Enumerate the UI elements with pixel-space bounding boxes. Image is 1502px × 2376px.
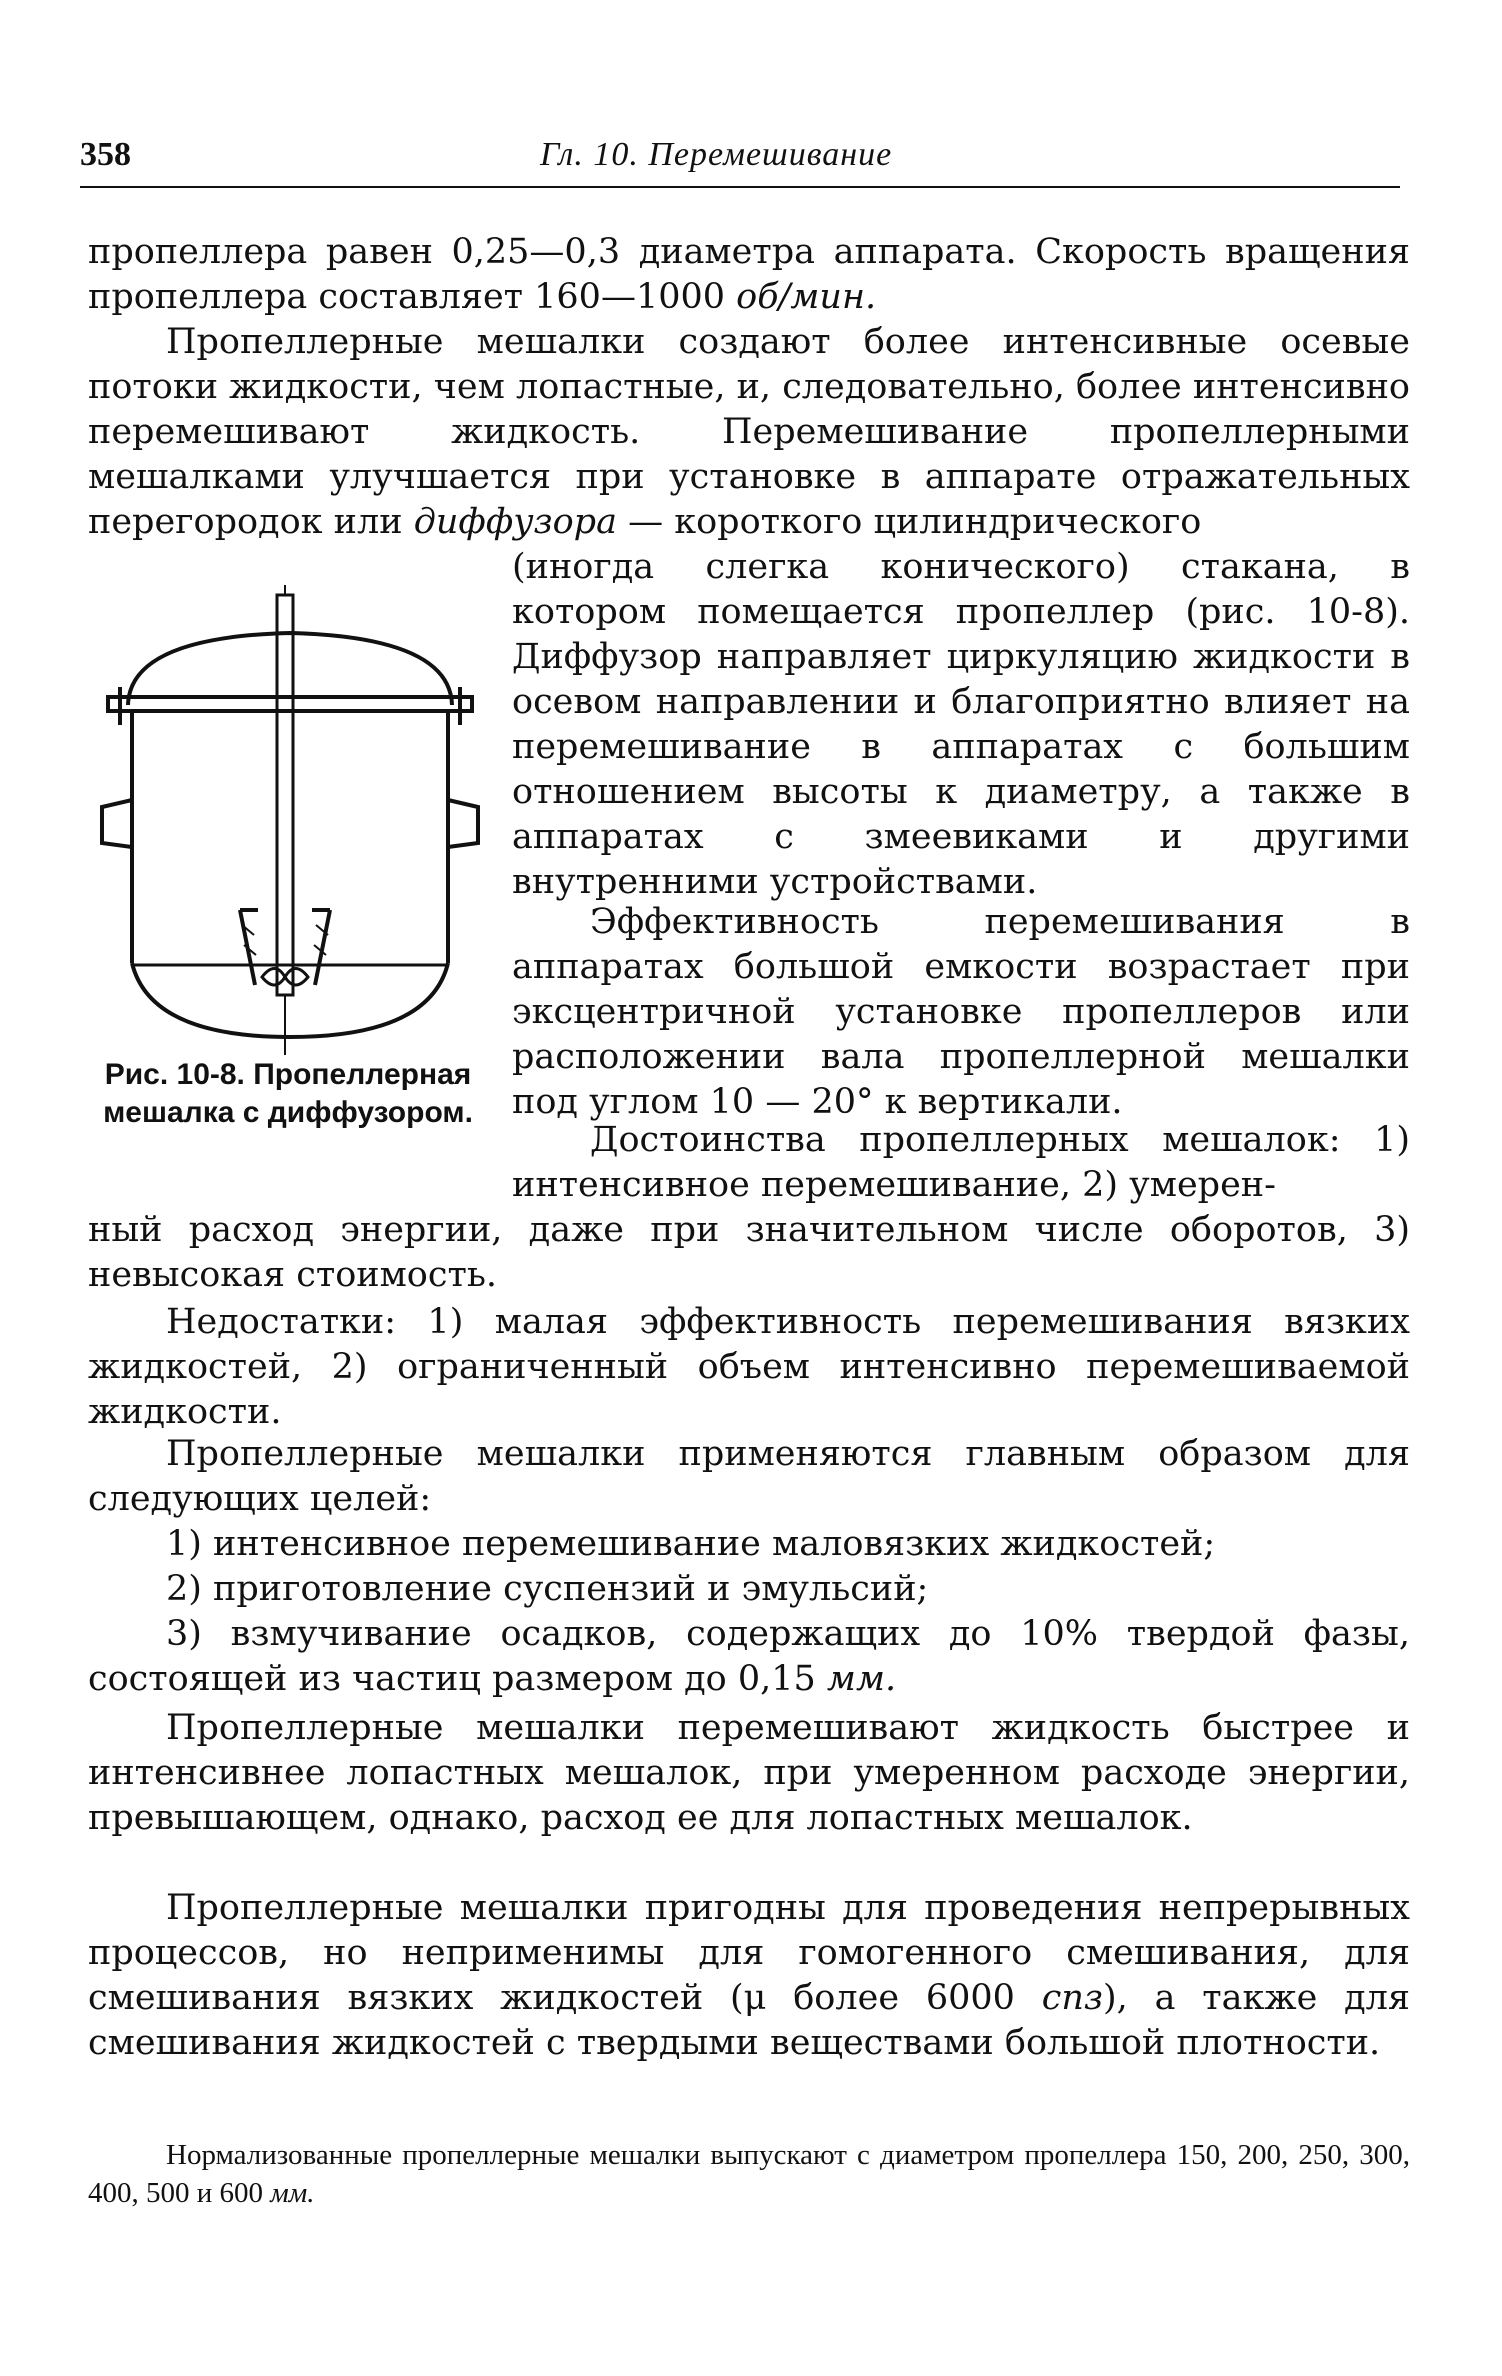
list-item-2: 2) приготовление суспензий и эмульсий; [166, 1569, 929, 1609]
propeller-mixer-diagram [90, 585, 490, 1055]
paragraph-6: Пропеллерные мешалки применяются главным образом для следующих целей: [88, 1434, 1410, 1519]
vessel-flange [108, 697, 472, 711]
list-item-1: 1) интенсивное перемешивание маловязких жидкостей; [166, 1524, 1216, 1564]
paragraph-4: Достоинства пропеллерных мешалок: 1) интенсивное перемешивание, 2) умерен- [512, 1120, 1410, 1205]
paragraph-2-continued: (иногда слегка конического) стакана, в котором помещается пропеллер (рис. 10-8). Диффузор направляет циркуляцию жидкости в осевом направлении и благоприятно влияет на перемешивание в аппаратах с большим отношением высоты к диаметру, а также в аппаратах с змеевиками и другими внутренними устройствами. [512, 547, 1410, 902]
paragraph-5: Недостатки: 1) малая эффективность перемешивания вязких жидкостей, 2) ограниченный объем интенсивно перемешиваемой жидкости. [88, 1302, 1410, 1432]
running-title: Гл. 10. Перемешивание [540, 136, 893, 173]
support-lug-right [448, 800, 478, 847]
footnote-paragraph: Нормализованные пропеллерные мешалки выпускают с диаметром пропеллера 150, 200, 250, 300, 400, 500 и 600 мм. [88, 2139, 1410, 2209]
paragraph-2: Пропеллерные мешалки создают более интенсивные осевые потоки жидкости, чем лопастные, и, следовательно, более интенсивно перемешивают жидкость. Перемешивание пропеллерными мешалками улучшается при установке в аппарате отражательных перегородок или диффузора — короткого цилиндрического [88, 322, 1410, 542]
vessel-lid [128, 633, 452, 705]
figure-caption: Рис. 10-8. Пропеллерная мешалка с диффузором. [103, 1058, 473, 1129]
header-rule [80, 186, 1400, 188]
paragraph-8: Пропеллерные мешалки пригодны для проведения непрерывных процессов, но неприменимы для гомогенного смешивания, для смешивания вязких жидкостей (μ более 6000 спз), а также для смешивания жидкостей с твердыми веществами большой плотности. [88, 1888, 1410, 2063]
vessel-bottom [132, 963, 448, 1037]
agitator-shaft [277, 595, 293, 995]
page-number: 358 [80, 136, 131, 173]
list-item-3: 3) взмучивание осадков, содержащих до 10% твердой фазы, состоящей из частиц размером до 0,15 мм. [88, 1614, 1410, 1699]
paragraph-7: Пропеллерные мешалки перемешивают жидкость быстрее и интенсивнее лопастных мешалок, при умеренном расходе энергии, превышающем, однако, расход ее для лопастных мешалок. [88, 1708, 1410, 1838]
propeller [262, 969, 308, 986]
paragraph-1: пропеллера равен 0,25—0,3 диаметра аппарата. Скорость вращения пропеллера составляет 160—1000 об/мин. [88, 232, 1410, 317]
paragraph-4-continued: ный расход энергии, даже при значительном числе оборотов, 3) невысокая стоимость. [88, 1210, 1410, 1295]
page-header [80, 136, 1400, 186]
support-lug-left [102, 800, 132, 847]
paragraph-3: Эффективность перемешивания в аппаратах большой емкости возрастает при эксцентричной установке пропеллеров или расположении вала пропеллерной мешалки под углом 10 — 20° к вертикали. [512, 902, 1410, 1122]
